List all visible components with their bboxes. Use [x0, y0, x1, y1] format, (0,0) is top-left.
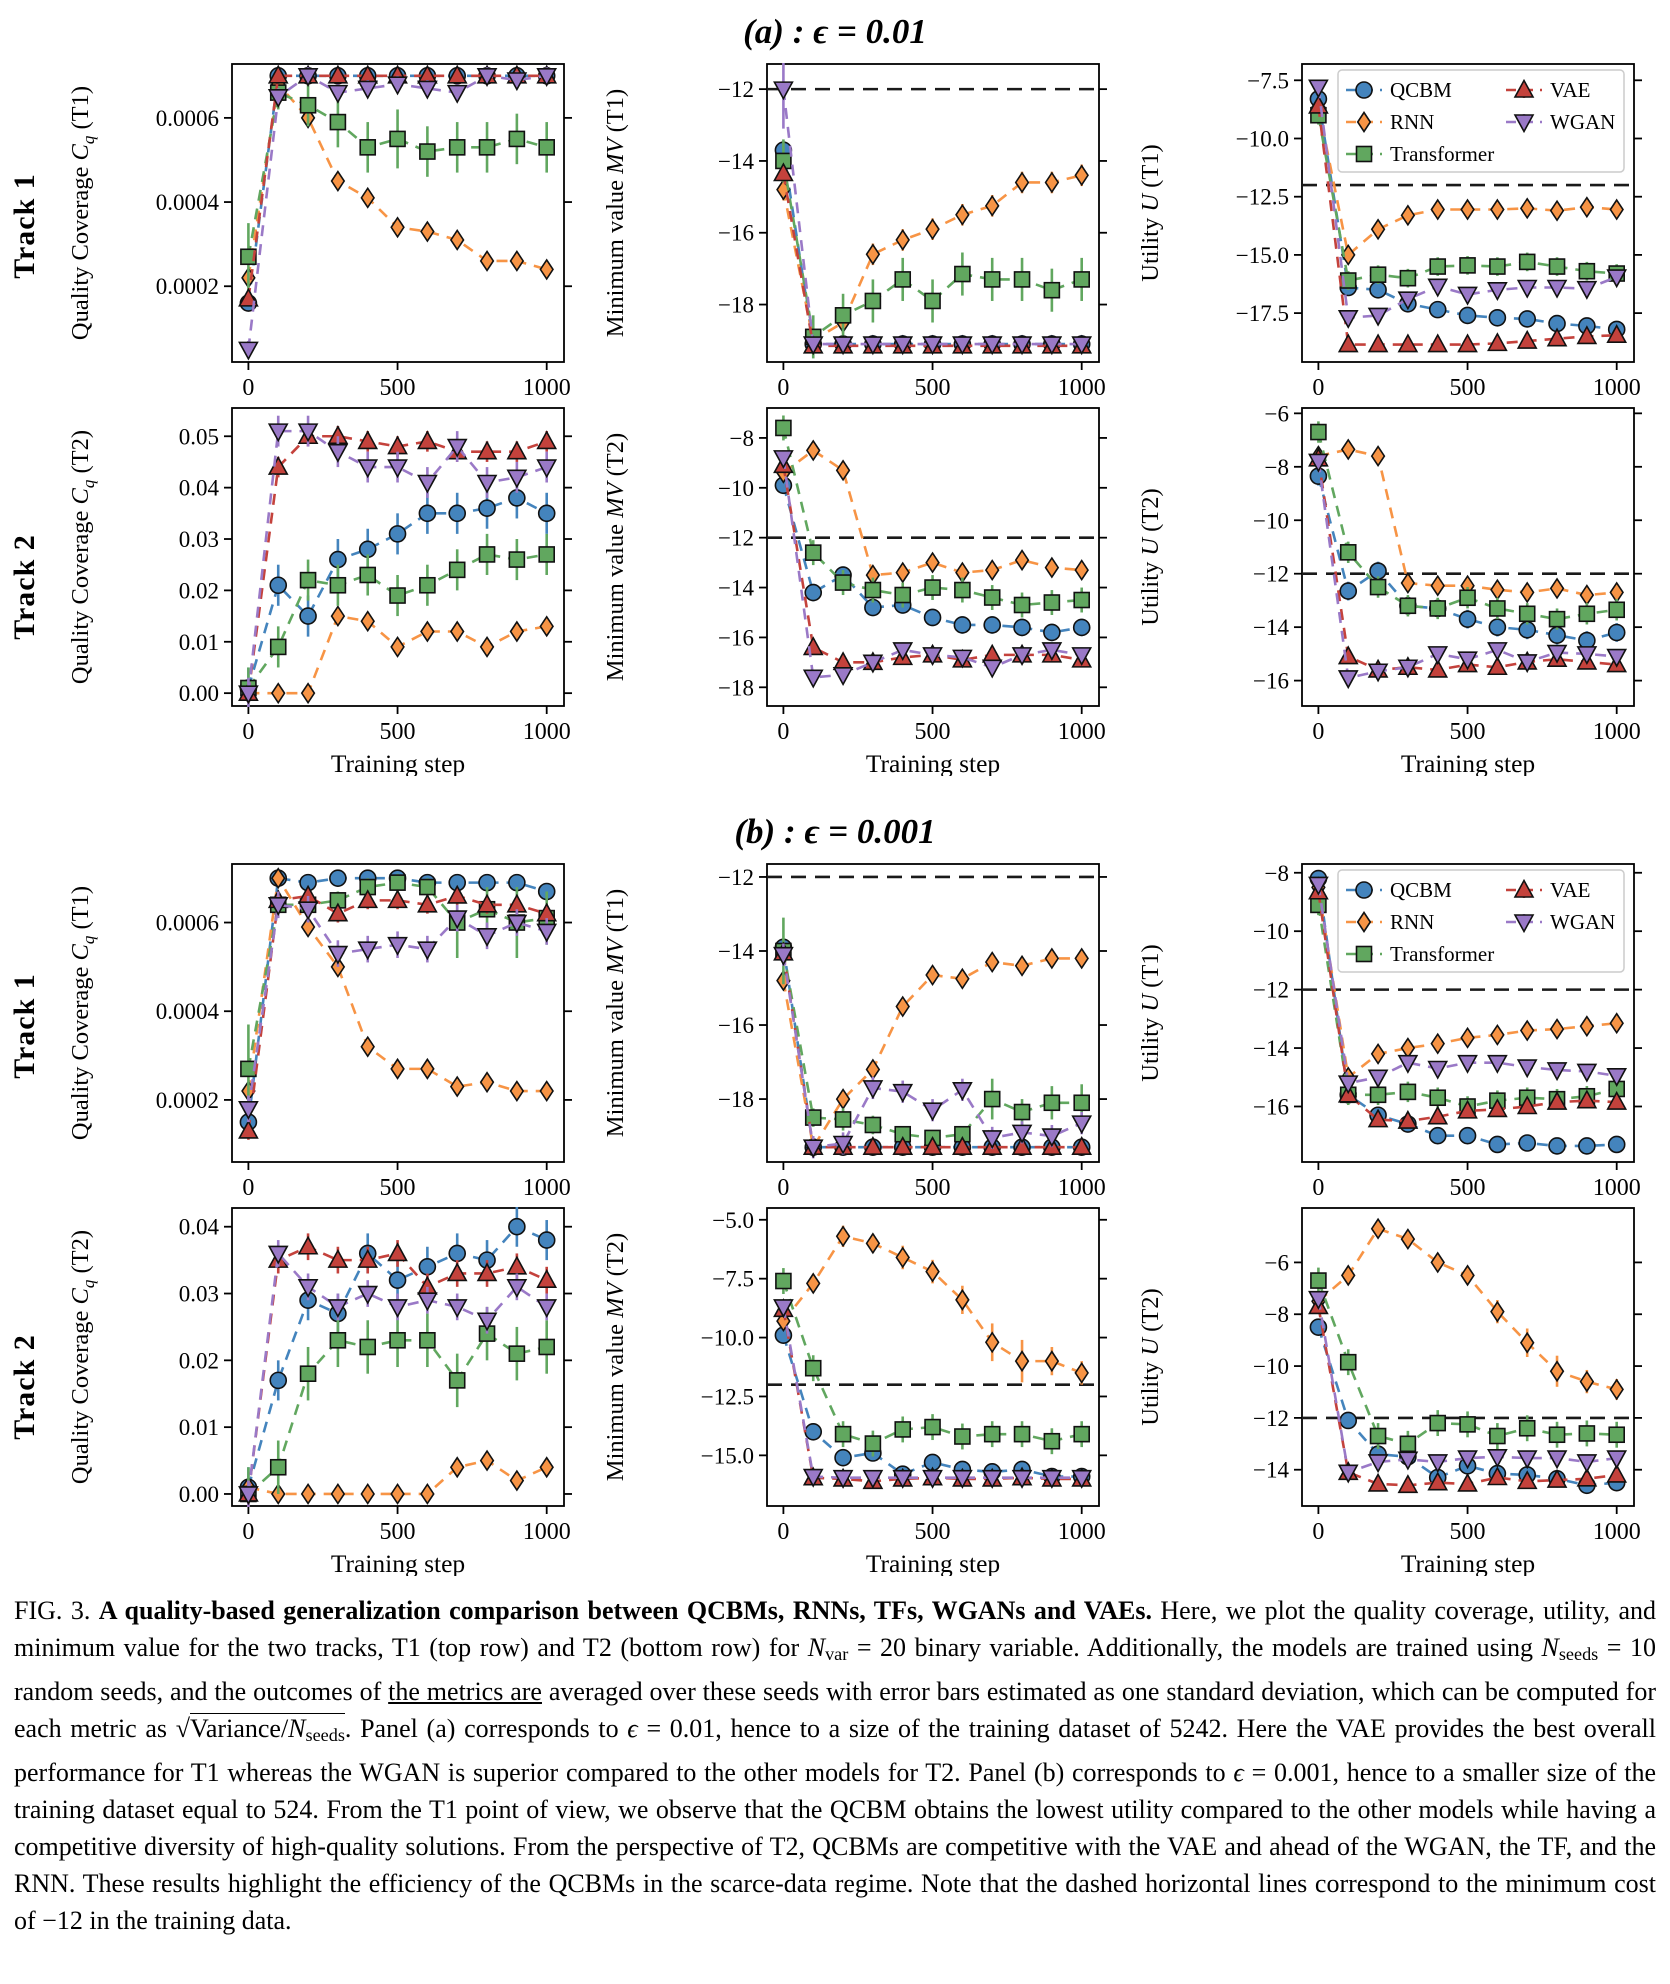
svg-text:WGAN: WGAN	[1550, 110, 1616, 134]
chart-b-t1-minimum-value	[585, 854, 1120, 1198]
svg-text:−12: −12	[718, 77, 754, 103]
svg-text:0.04: 0.04	[178, 1214, 219, 1240]
svg-text:1000: 1000	[1057, 1175, 1106, 1198]
svg-text:Minimum value MV (T2): Minimum value MV (T2)	[602, 432, 629, 682]
svg-text:0.02: 0.02	[178, 578, 219, 604]
chart-a-t1-utility	[1120, 54, 1655, 398]
svg-text:Training step: Training step	[1400, 1549, 1536, 1576]
svg-text:1000: 1000	[522, 375, 571, 398]
panel-b-track2-row	[0, 1198, 1670, 1576]
svg-text:Training step: Training step	[865, 1549, 1001, 1576]
panel-b-track1-row	[0, 854, 1670, 1198]
svg-text:0: 0	[242, 719, 255, 745]
svg-text:RNN: RNN	[1390, 910, 1435, 934]
svg-text:0.00: 0.00	[178, 1481, 219, 1507]
svg-text:QCBM: QCBM	[1390, 878, 1452, 902]
svg-text:500: 500	[379, 1519, 416, 1545]
chart-a-t2-quality-coverage	[50, 398, 585, 776]
svg-text:−14: −14	[1253, 1036, 1289, 1062]
svg-text:0.05: 0.05	[178, 424, 219, 450]
svg-text:0.03: 0.03	[178, 527, 219, 553]
track-2-label: Track 2	[8, 1334, 42, 1440]
svg-text:−17.5: −17.5	[1235, 301, 1289, 327]
svg-text:0.01: 0.01	[178, 1415, 219, 1441]
panel-a-track1-row	[0, 54, 1670, 398]
svg-text:−12: −12	[1253, 977, 1289, 1003]
svg-text:−16: −16	[718, 220, 754, 246]
chart-b-t2-quality-coverage	[50, 1198, 585, 1576]
svg-text:VAE: VAE	[1550, 78, 1591, 102]
svg-text:−12: −12	[718, 864, 754, 890]
svg-text:Transformer: Transformer	[1390, 942, 1495, 966]
svg-text:Quality Coverage Cq (T2): Quality Coverage $C_q$ (T2)	[67, 429, 98, 685]
svg-text:−14: −14	[1253, 1457, 1289, 1483]
svg-text:QCBM: QCBM	[1390, 78, 1452, 102]
svg-text:0.03: 0.03	[178, 1281, 219, 1307]
svg-text:−10: −10	[1253, 508, 1289, 534]
svg-text:−8: −8	[1264, 454, 1289, 480]
svg-text:0.00: 0.00	[178, 681, 219, 707]
svg-text:Training step: Training step	[330, 1549, 466, 1576]
svg-text:500: 500	[1449, 719, 1486, 745]
svg-text:−16: −16	[1253, 668, 1289, 694]
svg-text:0: 0	[242, 1519, 255, 1545]
svg-text:500: 500	[914, 1175, 951, 1198]
svg-text:1000: 1000	[1592, 1519, 1641, 1545]
svg-text:500: 500	[1449, 375, 1486, 398]
svg-text:Training step: Training step	[330, 749, 466, 776]
svg-text:−18: −18	[718, 1087, 754, 1113]
svg-text:Utility U (T1): Utility U (T1)	[1137, 144, 1164, 282]
svg-text:−8: −8	[729, 425, 754, 451]
svg-text:Transformer: Transformer	[1390, 142, 1495, 166]
svg-text:−18: −18	[718, 675, 754, 701]
svg-text:500: 500	[914, 375, 951, 398]
svg-text:−14: −14	[718, 575, 754, 601]
svg-text:VAE: VAE	[1550, 878, 1591, 902]
svg-text:−14: −14	[718, 148, 754, 174]
svg-text:WGAN: WGAN	[1550, 910, 1616, 934]
svg-text:0.04: 0.04	[178, 475, 219, 501]
svg-text:−6: −6	[1264, 401, 1289, 427]
svg-text:0: 0	[1312, 1519, 1325, 1545]
svg-text:−10: −10	[718, 475, 754, 501]
svg-text:Quality Coverage Cq (T1): Quality Coverage $C_q$ (T1)	[67, 885, 98, 1141]
panel-a-title: (a) : ϵ = 0.01	[743, 12, 927, 51]
svg-text:−8: −8	[1264, 1302, 1289, 1328]
svg-text:0.0006: 0.0006	[155, 105, 219, 131]
svg-text:500: 500	[379, 1175, 416, 1198]
svg-text:0: 0	[1312, 375, 1325, 398]
svg-text:0.0006: 0.0006	[155, 910, 219, 936]
svg-text:0.0002: 0.0002	[155, 274, 219, 300]
panel-a-track2-row	[0, 398, 1670, 776]
svg-text:0: 0	[777, 1519, 790, 1545]
svg-text:Quality Coverage Cq (T1): Quality Coverage $C_q$ (T1)	[67, 85, 98, 341]
svg-text:−16: −16	[718, 625, 754, 651]
svg-text:Training step: Training step	[865, 749, 1001, 776]
svg-text:Minimum value MV (T2): Minimum value MV (T2)	[602, 1232, 629, 1482]
track-1-label: Track 1	[8, 173, 42, 279]
svg-text:1000: 1000	[1592, 719, 1641, 745]
track-label-cell	[0, 398, 50, 776]
svg-text:500: 500	[1449, 1519, 1486, 1545]
svg-text:1000: 1000	[1057, 719, 1106, 745]
svg-text:500: 500	[1449, 1175, 1486, 1198]
svg-text:Utility U (T2): Utility U (T2)	[1137, 488, 1164, 626]
svg-text:500: 500	[379, 375, 416, 398]
svg-text:Quality Coverage Cq (T2): Quality Coverage $C_q$ (T2)	[67, 1229, 98, 1485]
svg-text:0: 0	[777, 375, 790, 398]
svg-text:Minimum value MV (T1): Minimum value MV (T1)	[602, 888, 629, 1138]
chart-a-t2-utility	[1120, 398, 1655, 776]
svg-text:−7.5: −7.5	[1247, 68, 1289, 94]
svg-text:500: 500	[914, 1519, 951, 1545]
svg-text:−12.5: −12.5	[700, 1384, 754, 1410]
svg-text:−15.0: −15.0	[1235, 242, 1289, 268]
svg-text:0.0004: 0.0004	[155, 999, 219, 1025]
svg-text:−14: −14	[718, 938, 754, 964]
svg-text:1000: 1000	[1057, 1519, 1106, 1545]
svg-text:0: 0	[777, 719, 790, 745]
track-1-label: Track 1	[8, 973, 42, 1079]
svg-text:Utility U (T1): Utility U (T1)	[1137, 944, 1164, 1082]
svg-text:1000: 1000	[522, 1175, 571, 1198]
svg-text:1000: 1000	[1592, 1175, 1641, 1198]
figure-caption: FIG. 3. A quality-based generalization comparison between QCBMs, RNNs, TFs, WGANs and VAEs. Here, we plot the quality coverage, utility, and minimum value for the two tracks, T1 (top row) and T2 (bottom row) for $N_{var} = 20$ binary variable. Additionally, the models are trained using $N_{seeds} = 10$ random seeds, and the outcomes of the metrics are averaged over these seeds with error bars estimated as one standard deviation, which can be computed for each metric as $√Variance/N_{seeds}$. Panel (a) corresponds to ϵ = 0.01, hence to a size of the training dataset of 5242. Here the VAE provides the best overall performance for T1 whereas the WGAN is superior compared to the other models for T2. Panel (b) corresponds to ϵ = 0.001, hence to a smaller size of the training dataset equal to 524. From the T1 point of view, we observe that the QCBM obtains the lowest utility compared to the other models while having a competitive diversity of high-quality solutions. From the perspective of T2, QCBMs are competitive with the VAE and ahead of the WGAN, the TF, and the RNN. These results highlight the efficiency of the QCBMs in the scarce-data regime. Note that the dashed horizontal lines correspond to the minimum cost of −12 in the training data.	[14, 1596, 1656, 1935]
track-label-cell	[0, 54, 50, 398]
svg-text:0: 0	[242, 1175, 255, 1198]
chart-b-t1-quality-coverage	[50, 854, 585, 1198]
svg-text:−12: −12	[1253, 561, 1289, 587]
svg-text:0.02: 0.02	[178, 1348, 219, 1374]
track-2-label: Track 2	[8, 534, 42, 640]
svg-text:−18: −18	[718, 292, 754, 318]
chart-b-t2-minimum-value	[585, 1198, 1120, 1576]
chart-a-t1-minimum-value	[585, 54, 1120, 398]
svg-text:−14: −14	[1253, 615, 1289, 641]
svg-text:−7.5: −7.5	[712, 1266, 754, 1292]
svg-text:−12: −12	[1253, 1405, 1289, 1431]
svg-text:−10: −10	[1253, 1354, 1289, 1380]
svg-text:0: 0	[1312, 719, 1325, 745]
chart-b-t1-utility	[1120, 854, 1655, 1198]
svg-text:−10.0: −10.0	[700, 1325, 754, 1351]
svg-text:500: 500	[914, 719, 951, 745]
svg-text:1000: 1000	[1057, 375, 1106, 398]
svg-text:0: 0	[1312, 1175, 1325, 1198]
svg-text:Utility U (T2): Utility U (T2)	[1137, 1288, 1164, 1426]
svg-text:0.0002: 0.0002	[155, 1087, 219, 1113]
svg-text:0.0004: 0.0004	[155, 190, 219, 216]
svg-text:Training step: Training step	[1400, 749, 1536, 776]
svg-text:1000: 1000	[1592, 375, 1641, 398]
chart-a-t2-minimum-value	[585, 398, 1120, 776]
svg-text:−12: −12	[718, 525, 754, 551]
panel-b-title: (b) : ϵ = 0.001	[734, 812, 936, 851]
svg-text:−8: −8	[1264, 860, 1289, 886]
svg-text:−16: −16	[1253, 1094, 1289, 1120]
track-label-cell	[0, 854, 50, 1198]
svg-text:0: 0	[777, 1175, 790, 1198]
track-label-cell	[0, 1198, 50, 1576]
svg-text:1000: 1000	[522, 719, 571, 745]
svg-text:500: 500	[379, 719, 416, 745]
svg-text:Minimum value MV (T1): Minimum value MV (T1)	[602, 88, 629, 338]
svg-text:−12.5: −12.5	[1235, 184, 1289, 210]
svg-text:RNN: RNN	[1390, 110, 1435, 134]
svg-text:−16: −16	[718, 1013, 754, 1039]
svg-text:0: 0	[242, 375, 255, 398]
svg-text:1000: 1000	[522, 1519, 571, 1545]
svg-text:−15.0: −15.0	[700, 1443, 754, 1469]
svg-text:−10.0: −10.0	[1235, 126, 1289, 152]
svg-text:−5.0: −5.0	[712, 1207, 754, 1233]
chart-b-t2-utility	[1120, 1198, 1655, 1576]
svg-text:−10: −10	[1253, 919, 1289, 945]
svg-text:−6: −6	[1264, 1250, 1289, 1276]
svg-text:0.01: 0.01	[178, 629, 219, 655]
chart-a-t1-quality-coverage	[50, 54, 585, 398]
